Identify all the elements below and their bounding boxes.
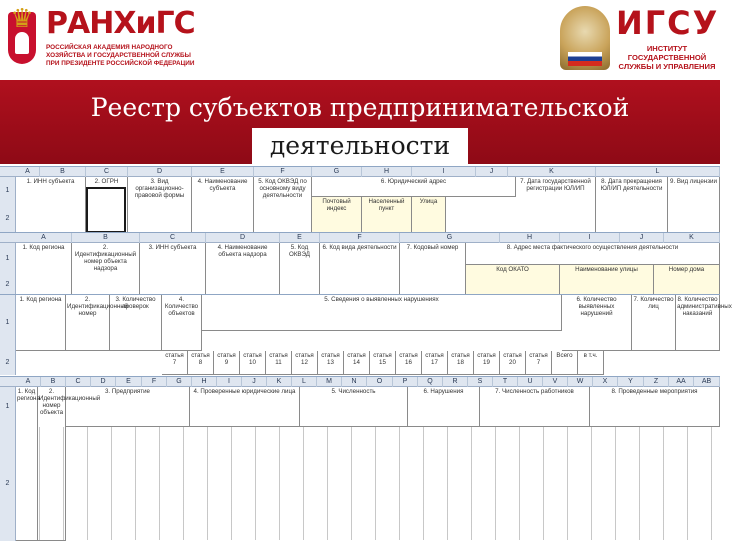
row-number[interactable]: 1 bbox=[0, 387, 16, 427]
column-header[interactable]: J bbox=[620, 233, 664, 243]
column-header[interactable]: H bbox=[500, 233, 560, 243]
column-header-row bbox=[0, 377, 720, 387]
column-header[interactable]: G bbox=[400, 233, 500, 243]
header-cell[interactable]: 5. Численность bbox=[300, 387, 408, 427]
column-header-row bbox=[0, 233, 720, 243]
sub-column-cell[interactable]: статья 7 bbox=[162, 351, 188, 375]
header-cell[interactable]: 5. Код ОКВЭД по основному виду деятельности bbox=[254, 177, 312, 233]
column-header[interactable]: K bbox=[267, 377, 292, 387]
column-header[interactable]: V bbox=[543, 377, 568, 387]
column-header[interactable]: A bbox=[16, 233, 72, 243]
column-header[interactable]: L bbox=[292, 377, 317, 387]
header-cell[interactable]: 2. Идентификационный номер объекта bbox=[38, 387, 66, 541]
header-cell[interactable]: 6. Нарушения bbox=[408, 387, 480, 427]
header-cell[interactable]: 8. Дата прекращения ЮЛ/ИП деятельности bbox=[596, 177, 668, 233]
header-cell[interactable]: 3. Предприятие bbox=[66, 387, 190, 427]
header-cell[interactable]: 3. Количество проверок bbox=[110, 295, 162, 351]
sub-column-cell[interactable]: статья 12 bbox=[292, 351, 318, 375]
ranepa-logo-subtitle: РОССИЙСКАЯ АКАДЕМИЯ НАРОДНОГО ХОЗЯЙСТВА И ГОСУДАРСТВЕННОЙ СЛУЖБЫ ПРИ ПРЕЗИДЕНТЕ РОССИЙСКОЙ ФЕДЕРАЦИИ bbox=[46, 44, 195, 67]
column-header[interactable]: R bbox=[443, 377, 468, 387]
header-cell[interactable]: 2. Идентификационный номер bbox=[66, 295, 110, 351]
sub-column-cell[interactable]: статья 13 bbox=[318, 351, 344, 375]
column-header[interactable]: T bbox=[493, 377, 518, 387]
column-header[interactable]: P bbox=[393, 377, 418, 387]
sub-column-cell[interactable]: Всего bbox=[552, 351, 578, 375]
row-number[interactable]: 1 bbox=[0, 243, 16, 275]
column-header[interactable]: S bbox=[468, 377, 493, 387]
globe-flag-icon bbox=[560, 6, 610, 70]
sub-column-cell[interactable]: статья 20 bbox=[500, 351, 526, 375]
sub-column-grid bbox=[16, 427, 720, 540]
header-cell[interactable]: 3. Вид организационно-правовой формы bbox=[128, 177, 192, 233]
column-header[interactable]: E bbox=[280, 233, 320, 243]
row-number[interactable]: 2 bbox=[0, 351, 16, 375]
column-header[interactable]: L bbox=[596, 167, 720, 177]
igsu-logo-subtitle: ИНСТИТУТ ГОСУДАРСТВЕННОЙ СЛУЖБЫ И УПРАВЛЕНИЯ bbox=[618, 44, 716, 71]
ranepa-logo-name: РАНХиГС bbox=[46, 6, 195, 41]
header-cell[interactable]: 8. Адрес места фактического осуществления деятельности bbox=[466, 243, 720, 265]
column-header[interactable]: A bbox=[16, 167, 40, 177]
column-header[interactable]: AB bbox=[694, 377, 720, 387]
column-header[interactable]: E bbox=[192, 167, 254, 177]
header-cell[interactable]: 3. ИНН субъекта bbox=[140, 243, 206, 295]
header-cell[interactable]: 1. Код региона bbox=[16, 243, 72, 295]
header-cell[interactable]: 6. Количество выявленных нарушений bbox=[562, 295, 632, 351]
slide-title-line2: деятельности bbox=[252, 128, 468, 164]
header-cell[interactable]: 1. Код региона bbox=[16, 387, 38, 541]
header-cell[interactable]: 6. Юридический адрес bbox=[312, 177, 516, 197]
column-header[interactable]: F bbox=[320, 233, 400, 243]
row-number[interactable]: 2 bbox=[0, 275, 16, 295]
header-cell[interactable]: 6. Код вида деятельности bbox=[320, 243, 400, 295]
igsu-logo-name: ИГСУ bbox=[616, 4, 720, 42]
header-cell[interactable]: 1. Код региона bbox=[16, 295, 66, 351]
violations-sheet bbox=[0, 376, 720, 540]
column-header[interactable]: J bbox=[242, 377, 267, 387]
column-header-row bbox=[0, 167, 720, 177]
column-header[interactable]: F bbox=[142, 377, 167, 387]
column-header[interactable]: W bbox=[568, 377, 593, 387]
column-header[interactable]: C bbox=[140, 233, 206, 243]
inspection-sheet bbox=[0, 294, 732, 374]
registry-sheet-2 bbox=[0, 232, 720, 294]
header-cell[interactable]: 9. Вид лицензии bbox=[668, 177, 720, 233]
column-header[interactable]: H bbox=[192, 377, 217, 387]
column-header[interactable]: I bbox=[412, 167, 476, 177]
header-cell[interactable]: 4. Наименование объекта надзора bbox=[206, 243, 280, 295]
column-header[interactable]: O bbox=[367, 377, 393, 387]
registry-sheet-1 bbox=[0, 166, 720, 232]
header-cell[interactable]: Наименование улицы bbox=[560, 265, 654, 295]
state-emblem-icon: ♛ bbox=[4, 4, 40, 72]
header-cell[interactable]: 2. ОГРН bbox=[86, 177, 128, 233]
sub-column-cell[interactable]: статья 14 bbox=[344, 351, 370, 375]
header-cell[interactable]: Код ОКАТО bbox=[466, 265, 560, 295]
column-header[interactable]: B bbox=[41, 377, 66, 387]
sub-column-cell[interactable]: статья 17 bbox=[422, 351, 448, 375]
sub-column-cell[interactable]: статья 16 bbox=[396, 351, 422, 375]
header-cell[interactable]: 4. Наименование субъекта bbox=[192, 177, 254, 233]
column-header[interactable]: K bbox=[664, 233, 720, 243]
column-header[interactable]: D bbox=[206, 233, 280, 243]
column-header[interactable]: D bbox=[91, 377, 116, 387]
column-header[interactable]: I bbox=[217, 377, 242, 387]
column-header[interactable]: I bbox=[560, 233, 620, 243]
column-header[interactable]: Z bbox=[644, 377, 669, 387]
sub-column-cell[interactable]: статья 7 bbox=[526, 351, 552, 375]
sub-column-cell[interactable]: в т.ч. bbox=[578, 351, 604, 375]
header-cell[interactable]: 7. Кодовый номер bbox=[400, 243, 466, 295]
header-cell[interactable]: 7. Дата государственной регистрации ЮЛ/ИП bbox=[516, 177, 596, 233]
column-header[interactable]: H bbox=[362, 167, 412, 177]
header-cell[interactable]: 8. Проведенные мероприятия bbox=[590, 387, 720, 427]
header-cell[interactable]: Населенный пункт bbox=[362, 197, 412, 233]
column-header[interactable]: Q bbox=[418, 377, 443, 387]
igsu-logo bbox=[558, 4, 718, 76]
header-cell[interactable]: 8. Количество административных наказаний bbox=[676, 295, 720, 351]
column-header[interactable]: C bbox=[86, 167, 128, 177]
slide-title-line1: Реестр субъектов предпринимательской bbox=[90, 93, 630, 122]
header-cell[interactable]: 5. Код ОКВЭД bbox=[280, 243, 320, 295]
selected-cell[interactable] bbox=[86, 187, 126, 233]
column-header[interactable]: J bbox=[476, 167, 508, 177]
column-header[interactable]: Y bbox=[618, 377, 644, 387]
column-header[interactable]: B bbox=[40, 167, 86, 177]
sub-column-cell[interactable]: статья 19 bbox=[474, 351, 500, 375]
slide-title bbox=[0, 90, 720, 164]
header-cell[interactable]: Улица bbox=[412, 197, 446, 233]
column-header[interactable]: N bbox=[342, 377, 367, 387]
column-header[interactable]: K bbox=[508, 167, 596, 177]
column-header[interactable]: AA bbox=[669, 377, 694, 387]
row-number[interactable]: 2 bbox=[0, 427, 16, 541]
column-header[interactable]: M bbox=[317, 377, 342, 387]
header-cell[interactable]: 7. Количество лиц bbox=[632, 295, 676, 351]
column-header[interactable]: D bbox=[128, 167, 192, 177]
column-header[interactable]: A bbox=[16, 377, 41, 387]
header-cell[interactable]: 1. ИНН субъекта bbox=[16, 177, 86, 233]
sub-column-cell[interactable]: статья 18 bbox=[448, 351, 474, 375]
sub-column-cell[interactable]: статья 9 bbox=[214, 351, 240, 375]
column-header[interactable]: X bbox=[593, 377, 618, 387]
column-header[interactable]: G bbox=[312, 167, 362, 177]
sub-column-cell[interactable]: статья 8 bbox=[188, 351, 214, 375]
sub-column-cell[interactable]: статья 15 bbox=[370, 351, 396, 375]
sub-column-cell[interactable]: статья 11 bbox=[266, 351, 292, 375]
header-cell[interactable]: 5. Сведения о выявленных нарушениях bbox=[202, 295, 562, 331]
header-cell[interactable]: 4. Количество объектов bbox=[162, 295, 202, 351]
column-header[interactable]: F bbox=[254, 167, 312, 177]
header-cell[interactable]: Почтовый индекс bbox=[312, 197, 362, 233]
column-header[interactable]: B bbox=[72, 233, 140, 243]
sub-column-cell[interactable]: статья 10 bbox=[240, 351, 266, 375]
header-cell[interactable]: Номер дома bbox=[654, 265, 720, 295]
row-number[interactable]: 2 bbox=[0, 205, 16, 233]
ranepa-logo bbox=[4, 4, 194, 76]
column-header[interactable]: G bbox=[167, 377, 192, 387]
header-cell[interactable]: 4. Проверенные юридические лица bbox=[190, 387, 300, 427]
column-header[interactable]: E bbox=[116, 377, 142, 387]
header-cell[interactable]: 7. Численность работников bbox=[480, 387, 590, 427]
header-cell[interactable]: 2. Идентификационный номер объекта надзора bbox=[72, 243, 140, 295]
column-header[interactable]: U bbox=[518, 377, 543, 387]
row-number[interactable]: 1 bbox=[0, 295, 16, 351]
row-number[interactable]: 1 bbox=[0, 177, 16, 205]
column-header[interactable]: C bbox=[66, 377, 91, 387]
